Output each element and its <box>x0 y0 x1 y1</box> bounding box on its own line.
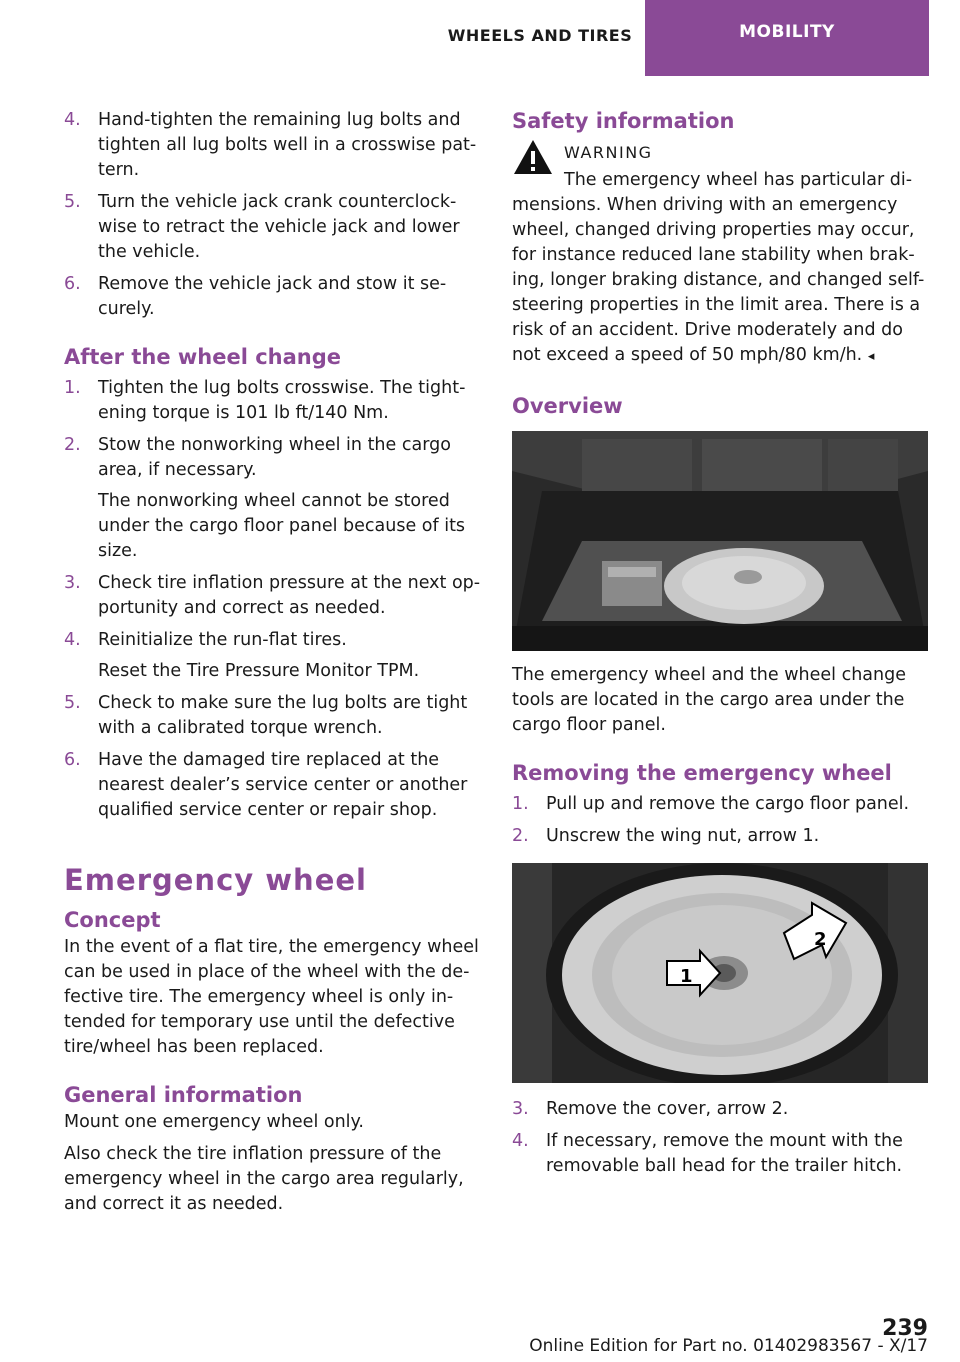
step-number: 4. <box>64 630 81 650</box>
step-text: Reinitialize the run-flat tires. <box>98 630 347 650</box>
after-steps-list <box>64 376 484 823</box>
left-column <box>64 108 484 1217</box>
step-text: Hand-tighten the remaining lug bolts and tighten all lug bolts well in a crosswise pattern. <box>98 110 477 180</box>
step-text: Turn the vehicle jack crank counterclockwise to retract the vehicle jack and lower the vehicle. <box>98 192 460 262</box>
step-text: Stow the nonworking wheel in the cargo area, if necessary. <box>98 435 451 480</box>
step-text: Check tire inflation pressure at the next opportunity and correct as needed. <box>98 573 481 618</box>
spare-wheel-photo <box>512 863 928 1083</box>
chapter-tab <box>645 0 929 76</box>
list-item <box>64 748 484 823</box>
step-number: 4. <box>64 110 81 130</box>
step-number: 2. <box>512 826 529 846</box>
general-text-1: Mount one emergency wheel only. <box>64 1112 364 1132</box>
list-item <box>512 1097 930 1122</box>
page-number: 239 <box>882 1316 928 1341</box>
step-number: 5. <box>64 192 81 212</box>
list-item <box>64 628 484 684</box>
warning-triangle-icon <box>512 138 554 176</box>
concept-heading: Concept <box>64 908 161 932</box>
step-text: Unscrew the wing nut, arrow 1. <box>546 826 820 846</box>
overview-heading: Overview <box>512 394 623 418</box>
concept-text: In the event of a flat tire, the emergency wheel can be used in place of the wheel with the defective tire. The emergency wheel is only intended for temporary use until the defective tire/wheel has been replaced. <box>64 937 479 1057</box>
end-of-warning-icon: ◂ <box>867 349 875 364</box>
step-text: Remove the vehicle jack and stow it securely. <box>98 274 447 319</box>
general-text-2: Also check the tire inflation pressure of the emergency wheel in the cargo area regularly, and correct it as needed. <box>64 1144 464 1214</box>
step-number: 4. <box>512 1131 529 1151</box>
overview-text: The emergency wheel and the wheel change tools are located in the cargo area under the cargo floor panel. <box>512 665 906 735</box>
step-text: Tighten the lug bolts crosswise. The tightening torque is 101 lb ft/140 Nm. <box>98 378 466 423</box>
list-item <box>64 571 484 621</box>
list-item <box>64 272 484 322</box>
right-column <box>512 108 930 1186</box>
arrow-2-label: 2 <box>814 929 827 950</box>
step-number: 6. <box>64 750 81 770</box>
list-item <box>512 1129 930 1179</box>
step-note: The nonworking wheel cannot be stored under the cargo floor panel because of its size. <box>98 491 466 561</box>
step-text: If necessary, remove the mount with the removable ball head for the trailer hitch. <box>546 1131 903 1176</box>
list-item <box>512 792 930 817</box>
steps-list-top <box>64 108 484 322</box>
removing-steps-list-a <box>512 792 930 849</box>
list-item <box>64 376 484 426</box>
step-number: 6. <box>64 274 81 294</box>
after-wheel-change-heading: After the wheel change <box>64 345 342 369</box>
step-text: Pull up and remove the cargo floor panel. <box>546 794 910 814</box>
safety-information-heading: Safety information <box>512 109 735 133</box>
step-number: 3. <box>64 573 81 593</box>
warning-label: WARNING <box>564 143 653 162</box>
list-item <box>512 824 930 849</box>
list-item <box>64 433 484 564</box>
step-text: Remove the cover, arrow 2. <box>546 1099 789 1119</box>
step-number: 3. <box>512 1099 529 1119</box>
edition-footer: Online Edition for Part no. 01402983567 - X/17 <box>529 1336 928 1356</box>
warning-text <box>512 168 930 369</box>
list-item <box>64 190 484 265</box>
removing-emergency-wheel-heading: Removing the emergency wheel <box>512 761 892 785</box>
cargo-area-photo <box>512 431 928 651</box>
arrow-1-label: 1 <box>680 966 693 987</box>
removing-steps-list-b <box>512 1097 930 1179</box>
list-item <box>64 691 484 741</box>
step-text: Have the damaged tire replaced at the nearest dealer’s service center or another qualified service center or repair shop. <box>98 750 468 820</box>
general-information-heading: General information <box>64 1083 303 1107</box>
running-header-section: WHEELS AND TIRES <box>447 26 633 45</box>
chapter-tab-label: MOBILITY <box>739 22 835 42</box>
step-number: 1. <box>512 794 529 814</box>
step-number: 1. <box>64 378 81 398</box>
step-number: 2. <box>64 435 81 455</box>
step-number: 5. <box>64 693 81 713</box>
step-note: Reset the Tire Pressure Monitor TPM. <box>98 661 420 681</box>
warning-body: The emergency wheel has particular dimensions. When driving with an emergency wheel, changed driving properties may occur, for instance reduced lane stability when braking, longer braking distance, and changed self-steering properties in the limit area. There is a risk of an accident. Drive moderately and do not exceed a speed of 50 mph/80 km/h. <box>512 170 925 365</box>
chapter-heading: Emergency wheel <box>64 863 367 897</box>
step-text: Check to make sure the lug bolts are tight with a calibrated torque wrench. <box>98 693 468 738</box>
list-item <box>64 108 484 183</box>
